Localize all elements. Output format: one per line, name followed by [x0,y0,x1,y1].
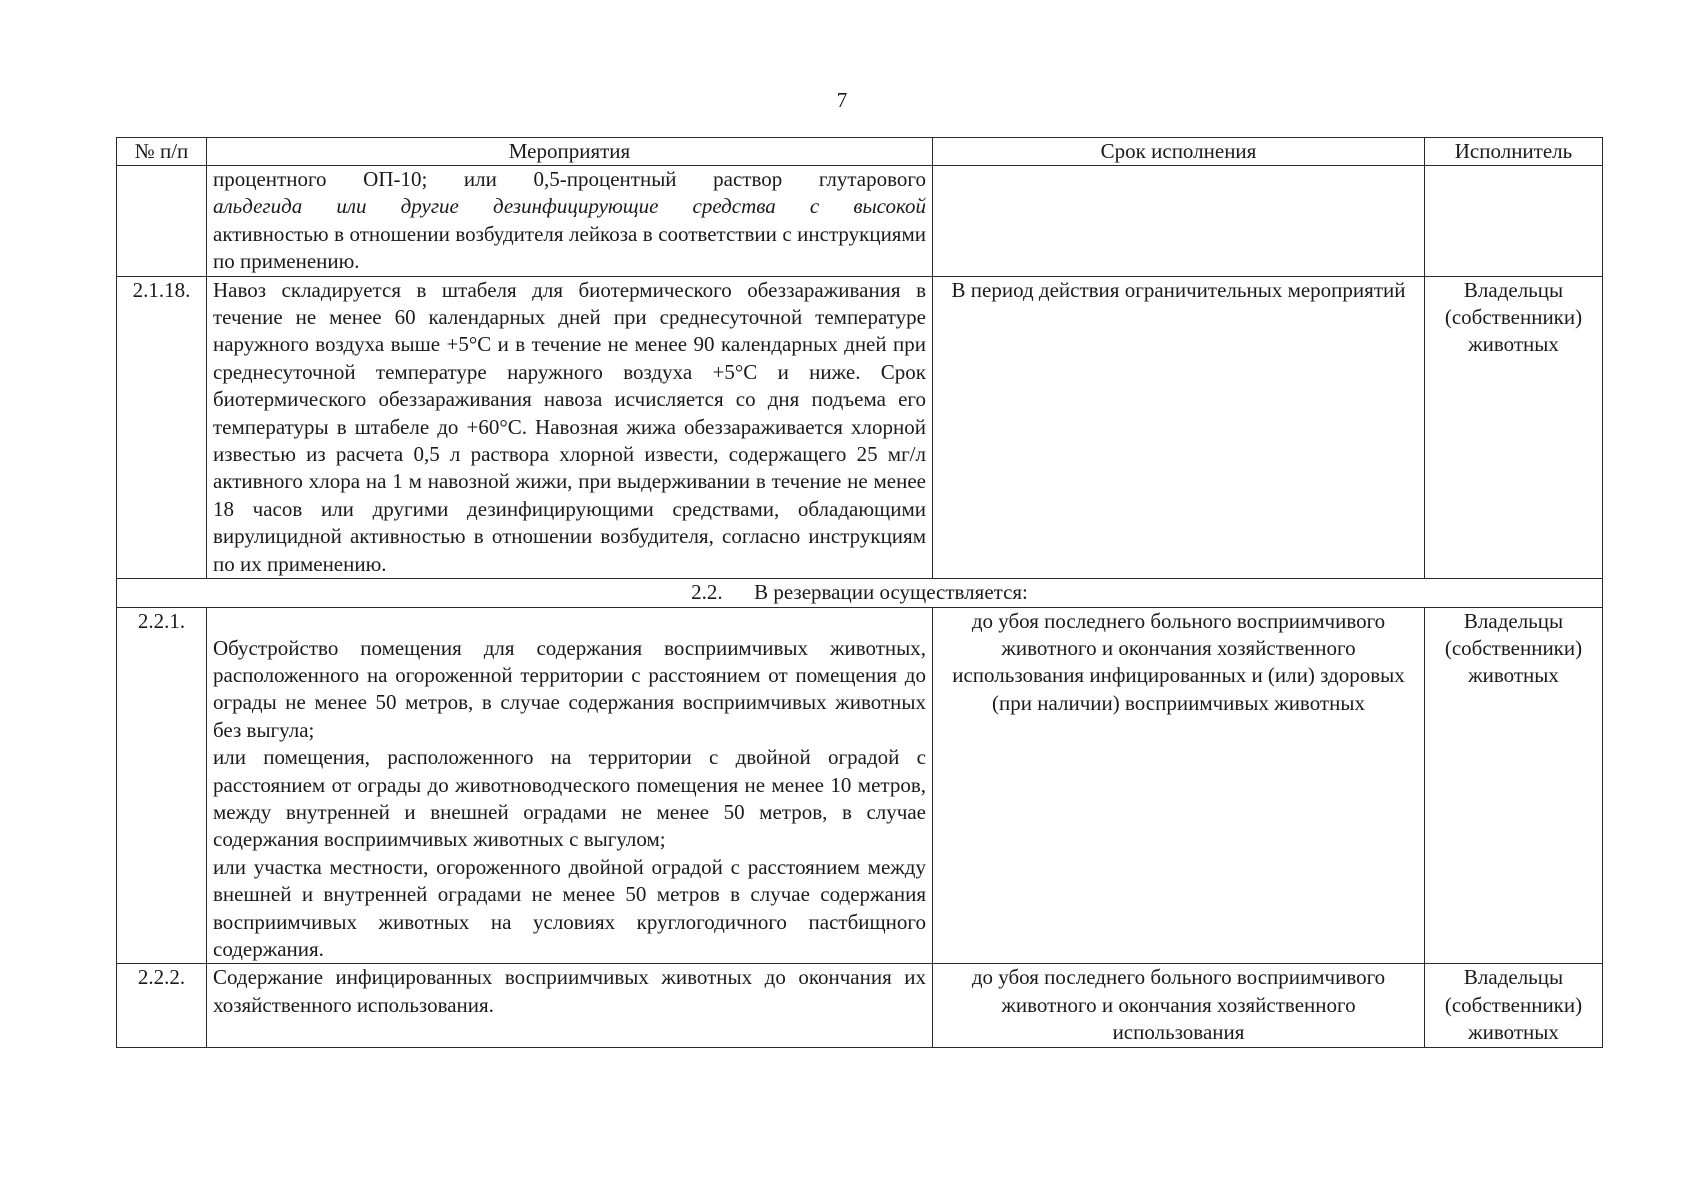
cell-executor-empty [1425,166,1603,277]
table-header-row [117,138,1603,166]
section-number: 2.2. [691,580,723,605]
cell-activity: Содержание инфицированных восприимчивых животных до окончания их хозяйственного использования. [207,964,933,1047]
cell-executor: Владельцы (собственники) животных [1425,276,1603,578]
cell-number: 2.1.18. [117,276,207,578]
header-number: № п/п [117,138,207,166]
cell-term: до убоя последнего больного восприимчивого животного и окончания хозяйственного использования [933,964,1425,1047]
header-activity: Мероприятия [207,138,933,166]
activity-paragraph-2: или помещения, расположенного на территории с двойной оградой с расстоянием от ограды до животноводческого помещения не менее 10 метров, между внутренней и внешней оградами не менее 50 метров, в случае содержания восприимчивых животных с выгулом; [213,745,926,852]
blank-line [213,608,926,635]
section-row-2-2 [117,579,1603,607]
cell-term-empty [933,166,1425,277]
cell-executor: Владельцы (собственники) животных [1425,607,1603,964]
measures-table [116,137,1603,1048]
table-row-2-1-18 [117,276,1603,578]
header-executor: Исполнитель [1425,138,1603,166]
section-heading [117,579,1603,607]
continuation-rest: активностью в отношении возбудителя лейкоза в соответствии с инструкциями по применению. [213,221,926,274]
activity-paragraph-1: Обустройство помещения для содержания восприимчивых животных, расположенного на огороженной территории с расстоянием от помещения до ограды не менее 50 метров, в случае содержания восприимчивых животных без выгула; [213,635,926,742]
cell-activity: Навоз складируется в штабеля для биотермического обеззараживания в течение не менее 60 календарных дней при среднесуточной температуре наружного воздуха выше +5°С и в течение не менее 90 календарных дней при среднесуточной температуре наружного воздуха +5°С и ниже. Срок биотермического обеззараживания навоза исчисляется со дня подъема его температуры в штабеле до +60°С. Навозная жижа обеззараживается хлорной известью из расчета 0,5 л раствора хлорной извести, содержащего 25 мг/л активного хлора на 1 м навозной жижи, при выдерживании в течение не менее 18 часов или другими дезинфицирующими средствами, обладающими вирулицидной активностью в отношении возбудителя, согласно инструкциям по их применению. [207,276,933,578]
table-row-2-2-2 [117,964,1603,1047]
cell-number: 2.2.2. [117,964,207,1047]
table-row-continuation [117,166,1603,277]
page-number: 7 [836,88,848,112]
cell-term: В период действия ограничительных мероприятий [933,276,1425,578]
cell-activity [207,607,933,964]
cell-term: до убоя последнего больного восприимчивого животного и окончания хозяйственного использования инфицированных и (или) здоровых (при наличии) восприимчивых животных [933,607,1425,964]
cell-activity-continuation [207,166,933,277]
cell-number-empty [117,166,207,277]
cell-number: 2.2.1. [117,607,207,964]
activity-paragraph-3: или участка местности, огороженного двойной оградой с расстоянием между внешней и внутренней оградами не менее 50 метров в случае содержания восприимчивых животных на условиях круглогодичного пастбищного содержания. [213,854,926,961]
continuation-line-2: альдегида или другие дезинфицирующие средства с высокой [213,194,926,219]
table-row-2-2-1 [117,607,1603,964]
header-term: Срок исполнения [933,138,1425,166]
section-title: В резервации осуществляется: [754,580,1028,605]
cell-executor: Владельцы (собственники) животных [1425,964,1603,1047]
continuation-line-1: процентного ОП-10; или 0,5-процентный раствор глутарового [213,167,926,191]
